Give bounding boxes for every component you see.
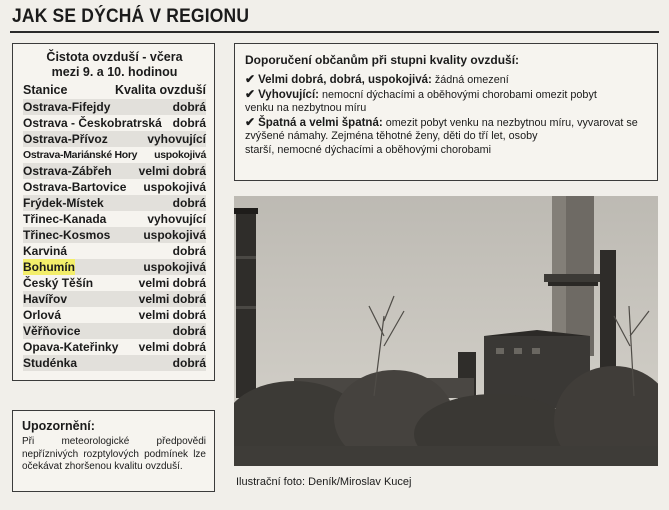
check-icon: ✔ [245, 72, 256, 86]
headline-rule [10, 31, 659, 33]
quality-value: uspokojivá [154, 149, 206, 161]
table-row [23, 307, 206, 323]
table-row [23, 355, 206, 371]
station-name: Orlová [23, 308, 62, 322]
quality-value: uspokojivá [143, 228, 206, 242]
table-title-line1: Čistota ovzduší - včera [46, 50, 183, 64]
table-header [23, 82, 206, 98]
warning-title: Upozornění: [22, 419, 95, 433]
recommendation-box [234, 43, 658, 181]
quality-value: velmi dobrá [138, 164, 206, 178]
recommendation-item-1: ✔ Velmi dobrá, dobrá, uspokojivá: žádná omezení [245, 72, 509, 86]
table-row [23, 339, 206, 355]
table-row [23, 163, 206, 179]
quality-value: velmi dobrá [138, 308, 206, 322]
quality-value: velmi dobrá [138, 340, 206, 354]
station-name: Ostrava-Fifejdy [23, 100, 111, 114]
quality-value: dobrá [172, 100, 206, 114]
column-quality: Kvalita ovzduší [115, 83, 206, 97]
station-name: Opava-Kateřinky [23, 340, 119, 354]
station-name: Třinec-Kosmos [23, 228, 111, 242]
quality-value: vyhovující [147, 132, 206, 146]
table-rows [23, 99, 206, 371]
quality-value: velmi dobrá [138, 292, 206, 306]
table-row [23, 227, 206, 243]
headline: JAK SE DÝCHÁ V REGIONU [12, 6, 250, 27]
table-row [23, 179, 206, 195]
station-name: Ostrava - Českobratrská [23, 116, 162, 130]
quality-value: dobrá [172, 324, 206, 338]
table-row [23, 259, 206, 275]
station-name: Karviná [23, 244, 68, 258]
column-station: Stanice [23, 83, 68, 97]
station-name: Ostrava-Zábřeh [23, 164, 112, 178]
station-name: Věřňovice [23, 324, 81, 338]
table-row [23, 275, 206, 291]
station-name: Český Těšín [23, 276, 94, 290]
chimneys-photo [234, 196, 658, 466]
quality-value: dobrá [172, 244, 206, 258]
quality-value: velmi dobrá [138, 276, 206, 290]
table-row [23, 323, 206, 339]
table-row [23, 243, 206, 259]
check-icon: ✔ [245, 114, 256, 129]
table-row [23, 99, 206, 115]
quality-value: dobrá [172, 116, 206, 130]
recommendation-item-2: ✔ Vyhovující: nemocní dýchacími a oběhovými chorobami omezit pobyt venku na nezbytnou míru [245, 86, 597, 114]
table-row [23, 115, 206, 131]
recommendation-title: Doporučení občanům při stupni kvality ovzduší: [245, 53, 520, 67]
table-row [23, 147, 206, 163]
check-icon: ✔ [245, 86, 256, 101]
station-name: Frýdek-Místek [23, 196, 104, 210]
station-name: Havířov [23, 292, 68, 306]
station-name: Bohumín [23, 260, 75, 274]
station-name: Třinec-Kanada [23, 212, 107, 226]
warning-box [12, 410, 215, 492]
station-name: Ostrava-Přívoz [23, 132, 108, 146]
table-row [23, 195, 206, 211]
recommendation-item-3: ✔ Špatná a velmi špatná: omezit pobyt venku na nezbytnou míru, vyvarovat se zvýšené námahy. Zejména těhotné ženy, děti do tří let, osoby starší, nemocné dýchacími a oběhovými chorobami [245, 114, 638, 156]
quality-value: uspokojivá [143, 260, 206, 274]
air-quality-table [12, 43, 215, 381]
station-name: Ostrava-Bartovice [23, 180, 127, 194]
quality-value: vyhovující [147, 212, 206, 226]
quality-value: dobrá [172, 356, 206, 370]
photo-caption: Ilustrační foto: Deník/Miroslav Kucej [236, 476, 412, 488]
table-row [23, 291, 206, 307]
warning-text: Při meteorologické předpovědi nepříznivých rozptylových podmínek lze očekávat zhoršenou kvalitu ovzduší. [22, 436, 206, 472]
quality-value: dobrá [172, 196, 206, 210]
station-name: Studénka [23, 356, 78, 370]
station-name: Ostrava-Mariánské Hory [23, 149, 138, 161]
illustration-photo [234, 196, 658, 466]
table-row [23, 211, 206, 227]
table-title-line2: mezi 9. a 10. hodinou [51, 65, 178, 79]
quality-value: uspokojivá [143, 180, 206, 194]
table-row [23, 131, 206, 147]
